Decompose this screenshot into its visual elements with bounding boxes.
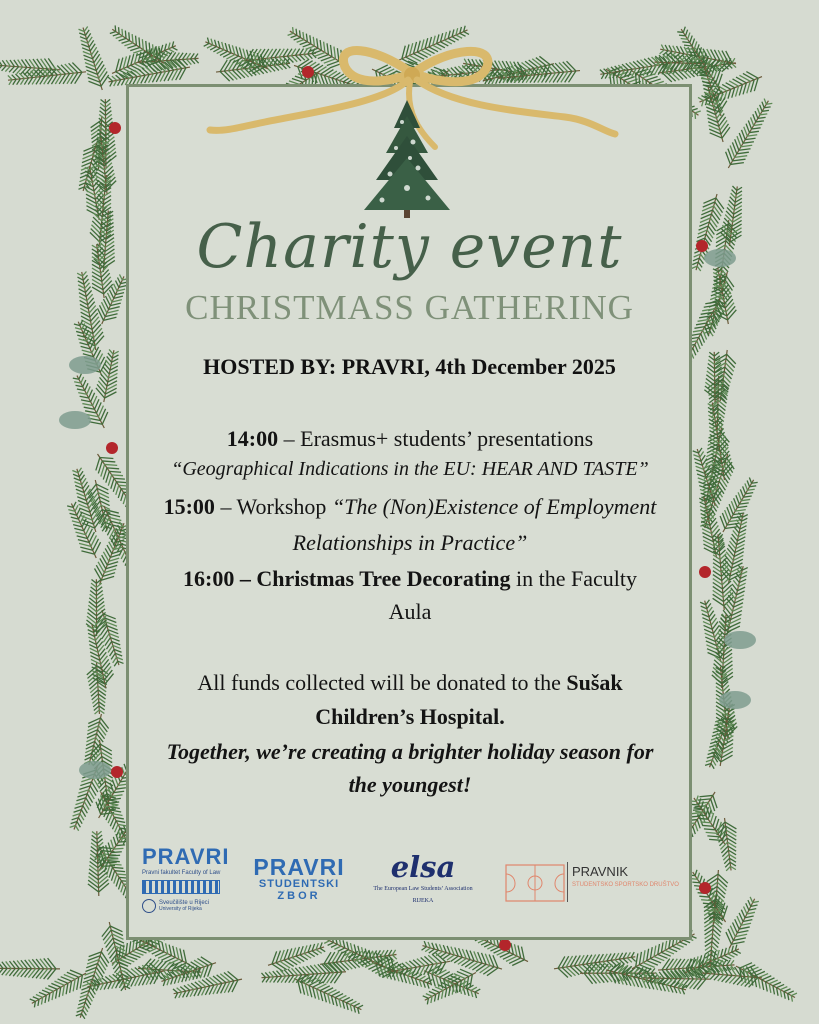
hosted-by-line: HOSTED BY: PRAVRI, 4th December 2025 xyxy=(203,354,616,379)
event-title: Charity event xyxy=(196,212,623,282)
elsa-caption: The European Law Students’ Association xyxy=(373,886,473,892)
berry-decoration xyxy=(699,566,711,578)
pine-sprig xyxy=(88,831,109,896)
elsa-city: RIJEKA xyxy=(412,898,434,904)
pine-sprig xyxy=(716,818,737,871)
donation-line-1 xyxy=(130,670,690,696)
closing-text-2: the youngest! xyxy=(348,772,472,797)
pravnik-logo xyxy=(505,862,685,908)
pravri-faculty-logo xyxy=(142,844,230,926)
leaf-decoration xyxy=(719,691,751,709)
schedule-text-2: – Workshop xyxy=(220,494,327,519)
schedule-time-3: 16:00 – Christmas Tree Decorating xyxy=(183,566,511,591)
event-subtitle: CHRISTMASS GATHERING xyxy=(185,288,634,327)
donation-bold-1: Sušak xyxy=(566,670,623,695)
pravri-faculty-caption: Pravni fakultet Faculty of Law xyxy=(142,870,221,876)
schedule-quote-2a: “The (Non)Existence of Employment xyxy=(331,494,657,519)
schedule-text-3: in the Faculty xyxy=(516,566,637,591)
elsa-logo xyxy=(366,852,480,918)
university-name: Sveučilište u Rijeci xyxy=(159,900,210,906)
schedule-text-1: – Erasmus+ students’ presentations xyxy=(283,426,594,451)
schedule-quote-2b: Relationships in Practice” xyxy=(292,530,528,555)
pravri-student-council-logo xyxy=(250,856,348,912)
leaf-decoration xyxy=(59,411,91,429)
donation-text: All funds collected will be donated to the xyxy=(197,670,561,695)
pine-sprig xyxy=(8,63,86,85)
pine-sprig xyxy=(726,99,773,168)
schedule-time-1: 14:00 xyxy=(226,426,279,451)
berry-decoration xyxy=(699,882,711,894)
schedule-quote-1-text: “Geographical Indications in the EU: HEAR AND TASTE” xyxy=(171,458,649,480)
pravri-sz-wordmark: PRAVRI xyxy=(253,854,345,880)
schedule-time-2: 15:00 xyxy=(163,494,215,519)
berry-decoration xyxy=(106,442,118,454)
pine-sprig xyxy=(423,969,476,1004)
pine-sprig xyxy=(736,963,797,1002)
pravnik-wordmark: PRAVNIK xyxy=(572,864,629,879)
closing-line-2 xyxy=(130,772,690,798)
berry-decoration xyxy=(499,939,511,951)
pine-sprig xyxy=(726,897,759,948)
schedule-quote-1 xyxy=(130,458,690,481)
berry-decoration xyxy=(111,766,123,778)
schedule-item-3 xyxy=(130,566,690,592)
pravnik-caption: STUDENTSKO SPORTSKO DRUŠTVO xyxy=(572,882,679,888)
university-name-en: University of Rijeka xyxy=(159,906,202,912)
pravri-sz-zbor: ZBOR xyxy=(277,890,321,902)
pine-sprig xyxy=(110,25,164,65)
donation-bold-2: Children’s Hospital. xyxy=(315,704,505,729)
pravnik-court-icon xyxy=(505,864,565,902)
elsa-wordmark: elsa xyxy=(390,850,456,884)
schedule-item-3-cont xyxy=(130,599,690,625)
pravri-faculty-wordmark: PRAVRI xyxy=(142,844,230,869)
closing-text-1: Together, we’re creating a brighter holiday season for xyxy=(166,739,654,764)
donation-line-2 xyxy=(130,704,690,730)
pine-sprig xyxy=(0,958,60,979)
schedule-item-1 xyxy=(130,426,690,452)
pravnik-divider xyxy=(567,862,568,902)
pravri-sz-studentski: STUDENTSKI xyxy=(258,878,340,890)
leaf-decoration xyxy=(724,631,756,649)
berry-decoration xyxy=(109,122,121,134)
schedule-item-2 xyxy=(125,494,695,520)
leaf-decoration xyxy=(79,761,111,779)
university-seal-icon xyxy=(142,899,156,913)
schedule-text-3b: Aula xyxy=(388,599,432,624)
christmas-tree-icon xyxy=(358,98,456,220)
faculty-building-icon xyxy=(142,880,220,894)
schedule-item-2-cont xyxy=(130,530,690,556)
closing-line-1 xyxy=(130,739,690,765)
pine-sprig xyxy=(79,26,109,90)
